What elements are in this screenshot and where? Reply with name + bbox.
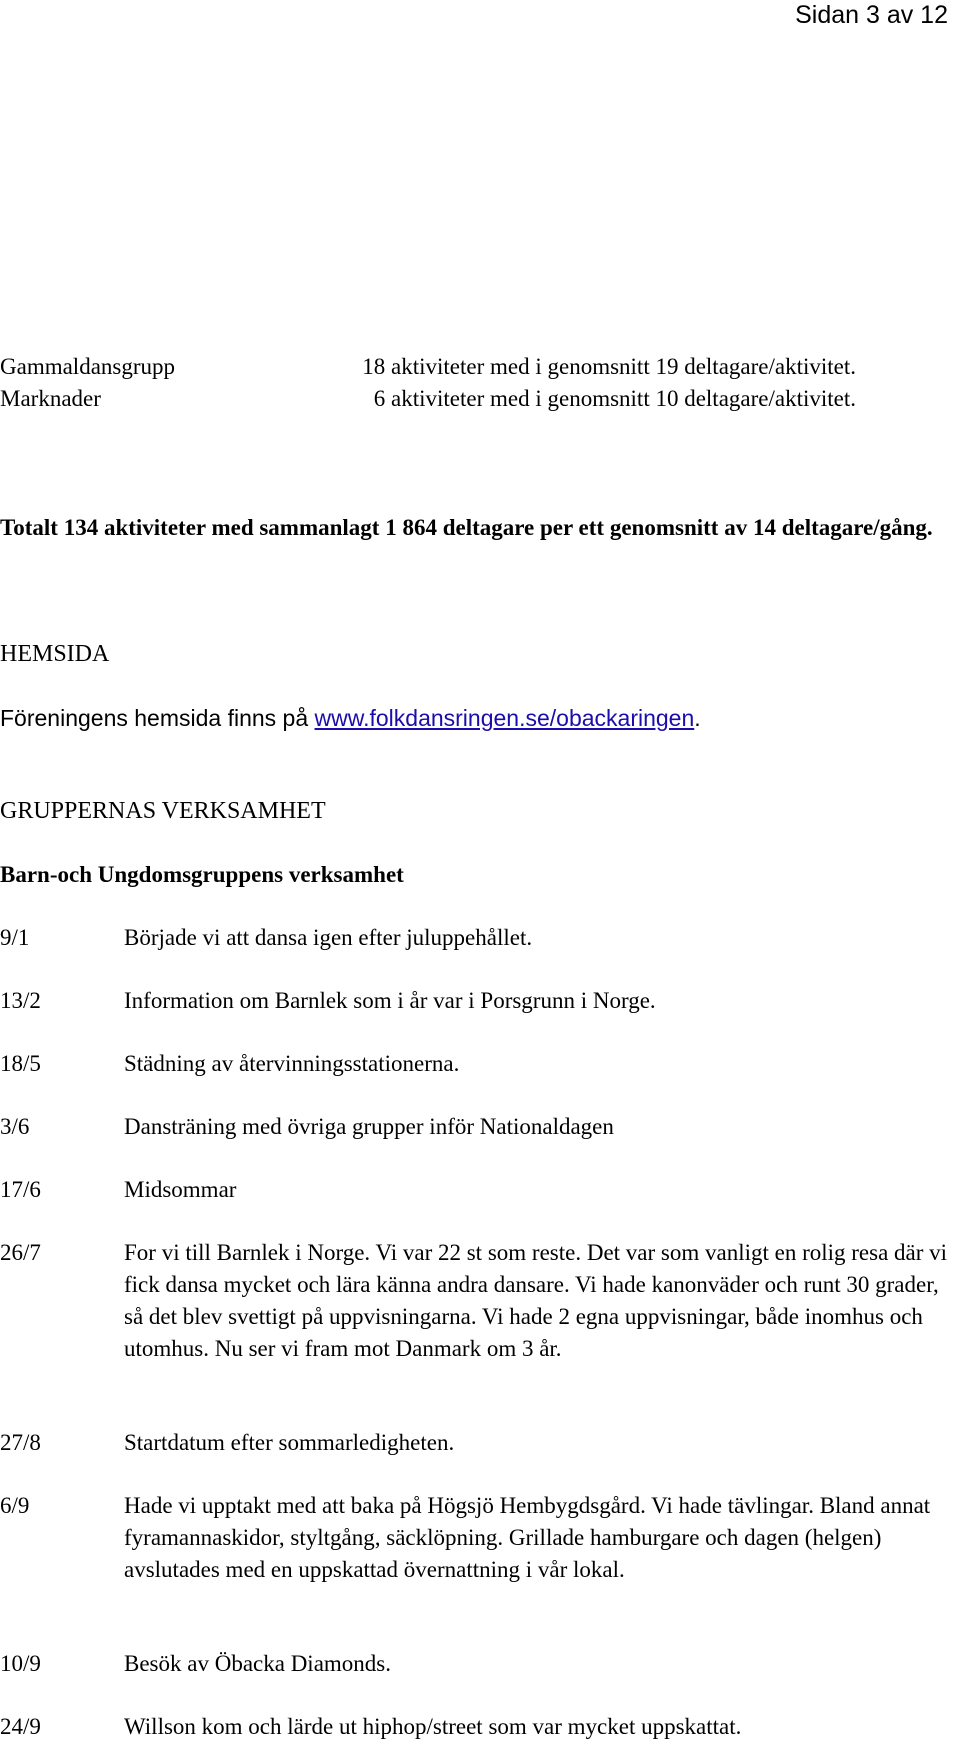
stat-label: Gammaldansgrupp — [0, 354, 176, 379]
entry-date: 3/6 — [0, 1114, 30, 1139]
website-paragraph — [0, 703, 701, 733]
entry-date: 13/2 — [0, 988, 41, 1013]
entry-date: 18/5 — [0, 1051, 41, 1076]
barn-ungdom-subheading: Barn-och Ungdomsgruppens verksamhet — [0, 862, 404, 887]
entry-text: Började vi att dansa igen efter juluppehållet. — [124, 925, 533, 950]
entry-text: Willson kom och lärde ut hiphop/street som var mycket uppskattat. — [124, 1714, 742, 1739]
page-number: Sidan 3 av 12 — [795, 1, 948, 29]
entry-text: Dansträning med övriga grupper inför Nationaldagen — [124, 1114, 614, 1139]
entry-date: 24/9 — [0, 1714, 41, 1739]
entry-text: Information om Barnlek som i år var i Porsgrunn i Norge. — [124, 988, 656, 1013]
entry-date: 10/9 — [0, 1651, 41, 1676]
entry-text: Hade vi upptakt med att baka på Högsjö Hembygdsgård. Vi hade tävlingar. Bland annat fyramannaskidor, styltgång, säcklöpning. Grillade hamburgare och dagen (helgen) avslutades med en uppskattad övernattning i vår lokal. — [124, 1493, 931, 1582]
entry-date: 6/9 — [0, 1493, 30, 1518]
entry-date: 17/6 — [0, 1177, 41, 1202]
hemsida-heading: HEMSIDA — [0, 641, 110, 667]
stat-value: 6 aktiviteter med i genomsnitt 10 deltagare/aktivitet. — [373, 386, 856, 411]
entry-text: Midsommar — [124, 1177, 237, 1202]
entry-text: Startdatum efter sommarledigheten. — [124, 1430, 455, 1455]
entry-date: 26/7 — [0, 1240, 41, 1265]
entry-date: 27/8 — [0, 1430, 41, 1455]
website-text: Föreningens hemsida finns på — [0, 705, 315, 731]
entry-text: Städning av återvinningsstationerna. — [124, 1051, 460, 1076]
website-punctuation: . — [694, 705, 701, 731]
gruppernas-verksamhet-heading: GRUPPERNAS VERKSAMHET — [0, 798, 326, 824]
entry-text: Besök av Öbacka Diamonds. — [124, 1651, 391, 1676]
entry-date: 9/1 — [0, 925, 30, 950]
website-link[interactable]: www.folkdansringen.se/obackaringen — [314, 705, 695, 731]
total-summary: Totalt 134 aktiviteter med sammanlagt 1 864 deltagare per ett genomsnitt av 14 deltagare/gång. — [0, 515, 933, 540]
stat-value: 18 aktiviteter med i genomsnitt 19 deltagare/aktivitet. — [362, 354, 856, 379]
stat-label: Marknader — [0, 386, 101, 411]
entry-text: For vi till Barnlek i Norge. Vi var 22 st som reste. Det var som vanligt en rolig resa där vi fick dansa mycket och lära känna andra dansare. Vi hade kanonväder och runt 30 grader, så det blev svettigt på uppvisningarna. Vi hade 2 egna uppvisningar, både inomhus och utomhus. Nu ser vi fram mot Danmark om 3 år. — [124, 1240, 948, 1361]
